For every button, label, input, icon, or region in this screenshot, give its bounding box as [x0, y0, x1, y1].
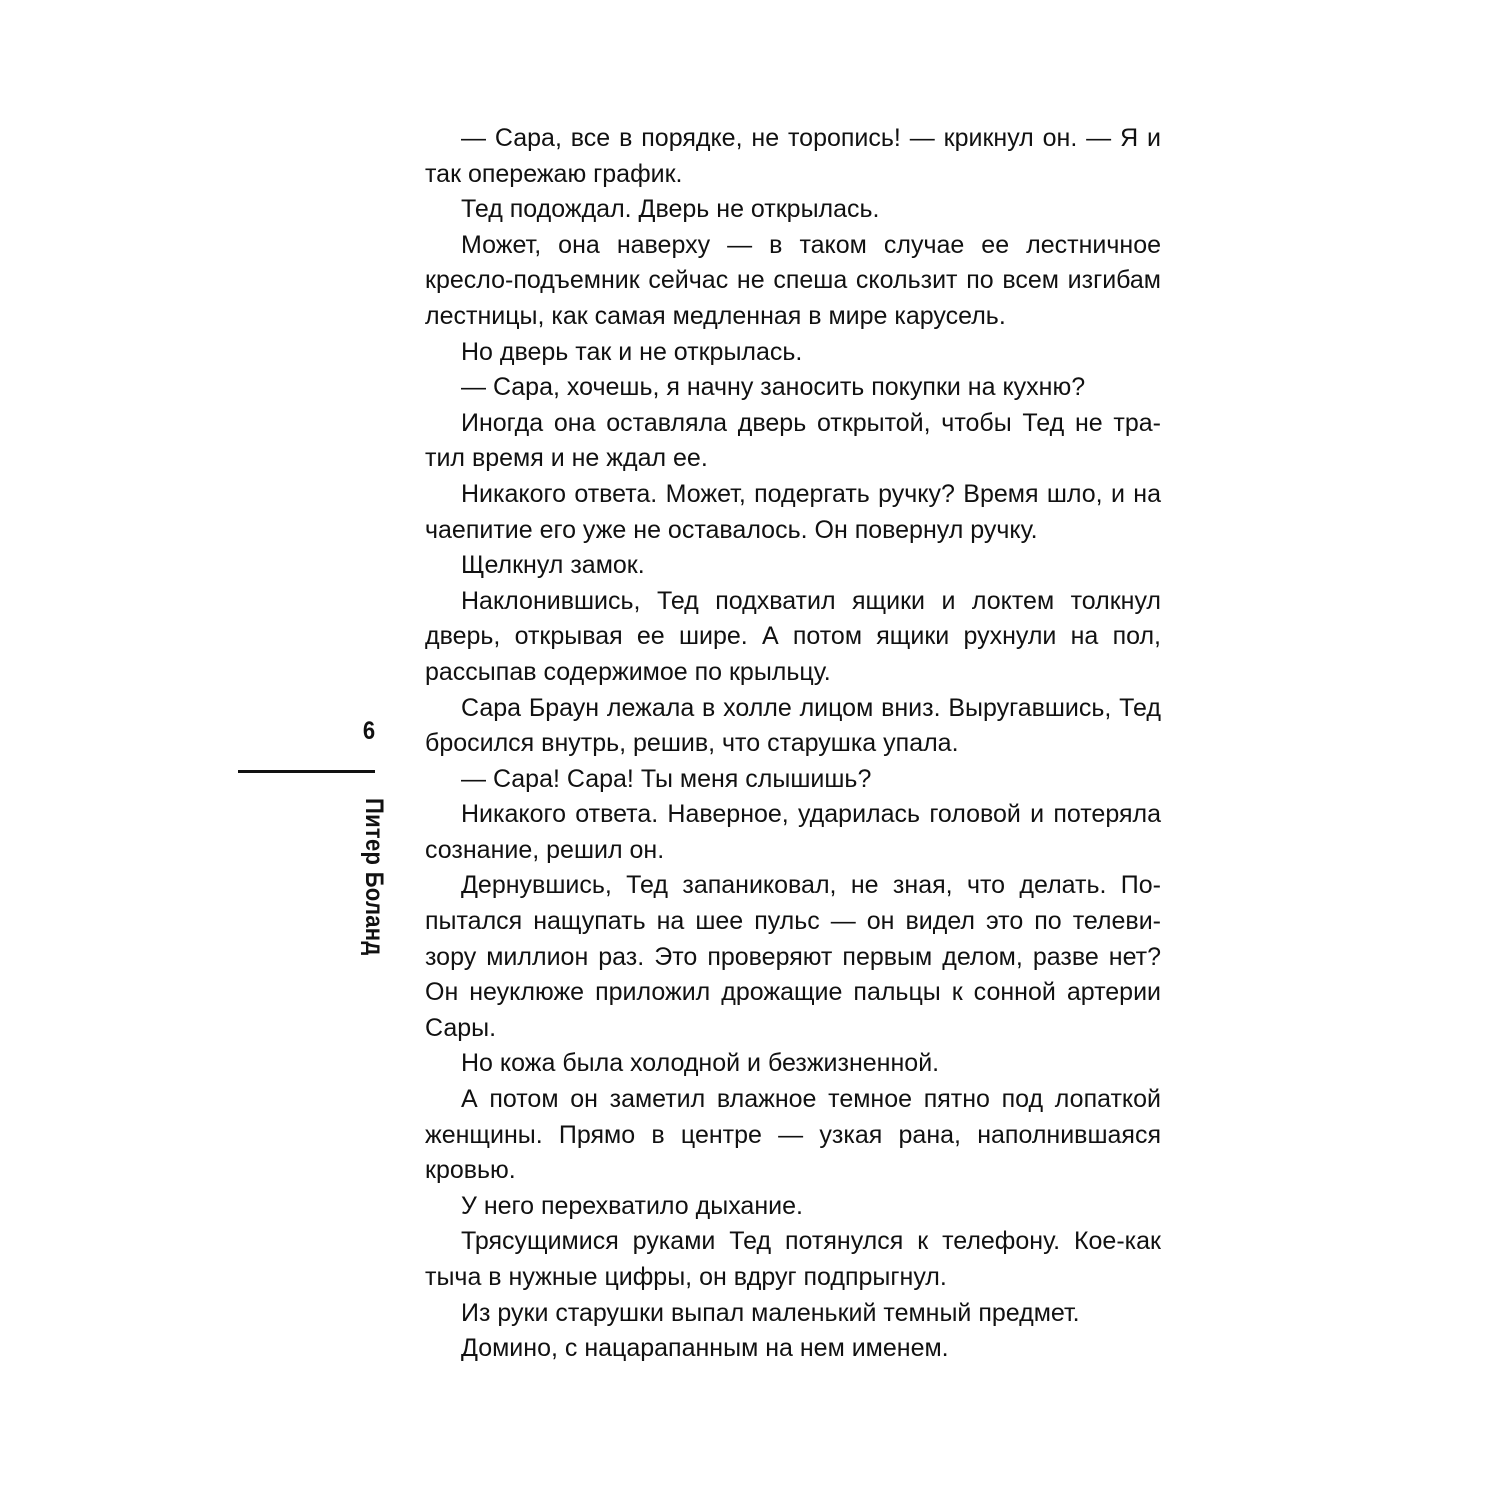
paragraph: Тед подождал. Дверь не открылась.: [461, 195, 880, 224]
paragraph: — Сара, все в порядке, не торопись! — крикнул он. — Я и так опережаю график.: [425, 124, 1161, 188]
paragraph: Щелкнул замок.: [461, 551, 645, 580]
paragraph: Сара Браун лежала в холле лицом вниз. Выругавшись, Тед бросился внутрь, решив, что старушка упала.: [425, 693, 1161, 758]
paragraph: Дернувшись, Тед запаниковал, не зная, что делать. Попытался нащупать на шее пульс — он видел это по телевизору миллион раз. Это проверяют первым делом, разве нет? Он неуклюже приложил дрожащие пальцы к сонной артерии Сары.: [425, 871, 1161, 1042]
paragraph: — Сара, хочешь, я начну заносить покупки на кухню?: [461, 373, 1086, 402]
running-head-author: Питер Боланд: [360, 798, 389, 956]
paragraph: Домино, с нацарапанным на нем именем.: [461, 1334, 949, 1363]
paragraph: Наклонившись, Тед подхватил ящики и локтем толкнул дверь, открывая ее шире. А потом ящики рухнули на пол, рассыпав содержимое по крыльцу.: [425, 586, 1161, 686]
margin-rule: [238, 770, 375, 773]
paragraph: А потом он заметил влажное темное пятно под лопаткой женщины. Прямо в центре — узкая рана, наполнившаяся кровью.: [425, 1085, 1161, 1185]
page-number: 6: [362, 716, 376, 745]
paragraph: — Сара! Сара! Ты меня слышишь?: [461, 764, 872, 793]
paragraph: У него перехватило дыхание.: [461, 1191, 803, 1220]
paragraph: Может, она наверху — в таком случае ее лестничное кресло-подъемник сейчас не спеша скользит по всем изгибам лестницы, как самая медленная в мире карусель.: [425, 230, 1161, 330]
paragraph: Трясущимися руками Тед потянулся к телефону. Кое-как тыча в нужные цифры, он вдруг подпрыгнул.: [425, 1227, 1161, 1291]
paragraph: Иногда она оставляла дверь открытой, чтобы Тед не тратил время и не ждал ее.: [425, 408, 1161, 473]
paragraph: Никакого ответа. Может, подергать ручку? Время шло, и на чаепитие его уже не оставалось. Он повернул ручку.: [425, 479, 1161, 544]
paragraph: Но дверь так и не открылась.: [461, 337, 803, 366]
paragraph: Из руки старушки выпал маленький темный предмет.: [461, 1298, 1080, 1327]
paragraph: Но кожа была холодной и безжизненной.: [461, 1049, 940, 1078]
paragraph: Никакого ответа. Наверное, ударилась головой и потеряла сознание, решил он.: [425, 800, 1161, 864]
body-text: [425, 121, 1161, 1367]
